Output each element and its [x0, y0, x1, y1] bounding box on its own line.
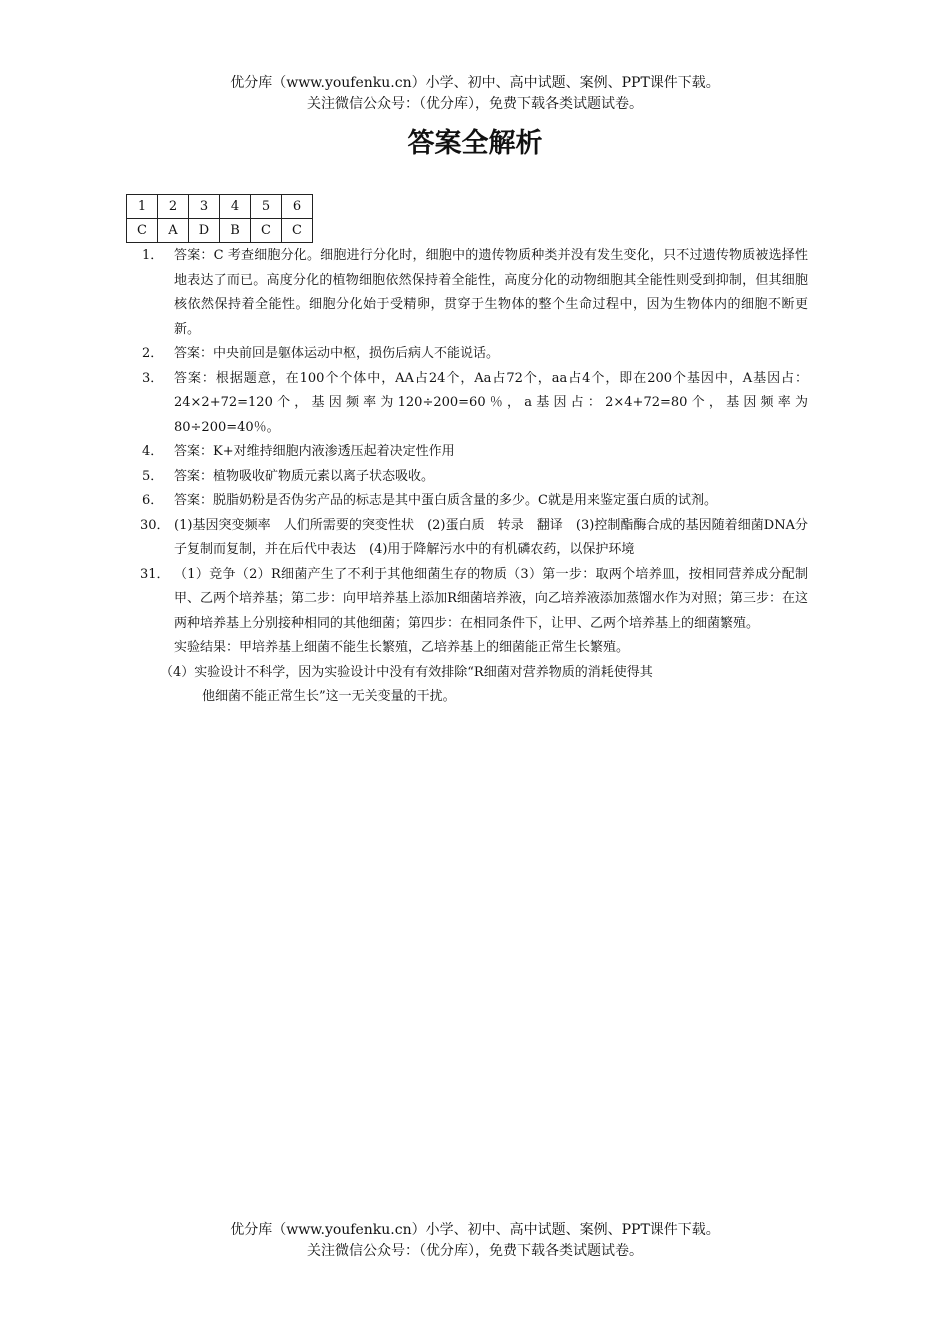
answer-explanations [140, 244, 808, 710]
item-number: 3． [142, 370, 164, 386]
answer-table [126, 194, 313, 243]
header-line-1: 优分库（www.youfenku.cn）小学、初中、高中试题、案例、PPT课件下载。 [230, 75, 720, 91]
answer-letter-cell: D [189, 219, 220, 243]
answer-number-cell: 3 [189, 195, 220, 219]
answer-number-cell: 6 [282, 195, 313, 219]
part-4-line-2: 他细菌不能正常生长”这一无关变量的干扰。 [202, 689, 456, 704]
answer-table-number-row [127, 195, 313, 219]
item-text: 答案：植物吸收矿物质元素以离子状态吸收。 [174, 468, 435, 484]
item-text: 答案：中央前回是躯体运动中枢，损伤后病人不能说话。 [174, 346, 500, 361]
answer-letter-cell: B [220, 219, 251, 243]
page-header [0, 73, 950, 115]
answer-number-cell: 2 [158, 195, 189, 219]
list-item [140, 489, 808, 514]
list-item [140, 367, 808, 441]
item-number: 1． [142, 248, 164, 263]
part-4-line-1: （4）实验设计不科学，因为实验设计中没有有效排除“R细菌对营养物质的消耗使得其 [160, 664, 653, 680]
answer-letter-cell: C [127, 219, 158, 243]
item-number: 2． [142, 346, 164, 361]
item-text: 答案：脱脂奶粉是否伪劣产品的标志是其中蛋白质含量的多少。C就是用来鉴定蛋白质的试剂。 [174, 493, 717, 508]
answer-letter-cell: C [251, 219, 282, 243]
item-text: (1)基因突变频率 人们所需要的突变性状 (2)蛋白质 转录 翻译 (3)控制酯酶合成的基因随着细菌DNA分子复制而复制，并在后代中表达 (4)用于降解污水中的有机磷农药，以保护环境 [174, 517, 808, 557]
answer-number-cell: 4 [220, 195, 251, 219]
list-item [140, 440, 808, 465]
footer-line-2: 关注微信公众号：（优分库），免费下载各类试题试卷。 [307, 1243, 643, 1259]
item-number: 30． [140, 517, 170, 533]
answer-letter-cell: A [158, 219, 189, 243]
item-number: 31． [140, 566, 170, 582]
answer-number-cell: 1 [127, 195, 158, 219]
experiment-result: 实验结果：甲培养基上细菌不能生长繁殖，乙培养基上的细菌能正常生长繁殖。 [174, 640, 630, 655]
page-title: 答案全解析 [407, 128, 543, 159]
answer-letter-cell: C [282, 219, 313, 243]
item-text: （1）竞争（2）R细菌产生了不利于其他细菌生存的物质（3）第一步：取两个培养皿，按相同营养成分配制甲、乙两个培养基；第二步：向甲培养基上添加R细菌培养液，向乙培养液添加蒸馏水作为对照；第三步：在这两种培养基上分别接种相同的其他细菌；第四步：在相同条件下，让甲、乙两个培养基上的细菌繁殖。 [174, 566, 808, 631]
item-number: 4． [142, 444, 164, 459]
list-item [140, 514, 808, 563]
item-text: 答案：C 考查细胞分化。细胞进行分化时，细胞中的遗传物质种类并没有发生变化，只不过遗传物质被选择性地表达了而已。高度分化的植物细胞依然保持着全能性，高度分化的动物细胞其全能性则受到抑制，但其细胞核依然保持着全能性。细胞分化始于受精卵，贯穿于生物体的整个生命过程中，因为生物体内的细胞不断更新。 [174, 248, 808, 337]
list-item [140, 465, 808, 490]
answer-number-cell: 5 [251, 195, 282, 219]
item-number: 6． [142, 493, 164, 508]
answer-table-answer-row [127, 219, 313, 243]
list-item [140, 342, 808, 367]
page-footer [0, 1220, 950, 1262]
item-text: 答案：K+对维持细胞内液渗透压起着决定性作用 [174, 444, 455, 459]
list-item [140, 244, 808, 342]
footer-line-1: 优分库（www.youfenku.cn）小学、初中、高中试题、案例、PPT课件下载。 [230, 1222, 720, 1238]
item-text: 答案：根据题意，在100个个体中，AA占24个，Aa占72个，aa占4个，即在200个基因中，A基因占：24×2+72=120个，基因频率为120÷200=60％，a基因占：2×4+72=80个，基因频率为80÷200=40％。 [174, 370, 808, 435]
list-item [140, 563, 808, 637]
header-line-2: 关注微信公众号：（优分库），免费下载各类试题试卷。 [307, 96, 643, 112]
item-number: 5． [142, 468, 164, 484]
